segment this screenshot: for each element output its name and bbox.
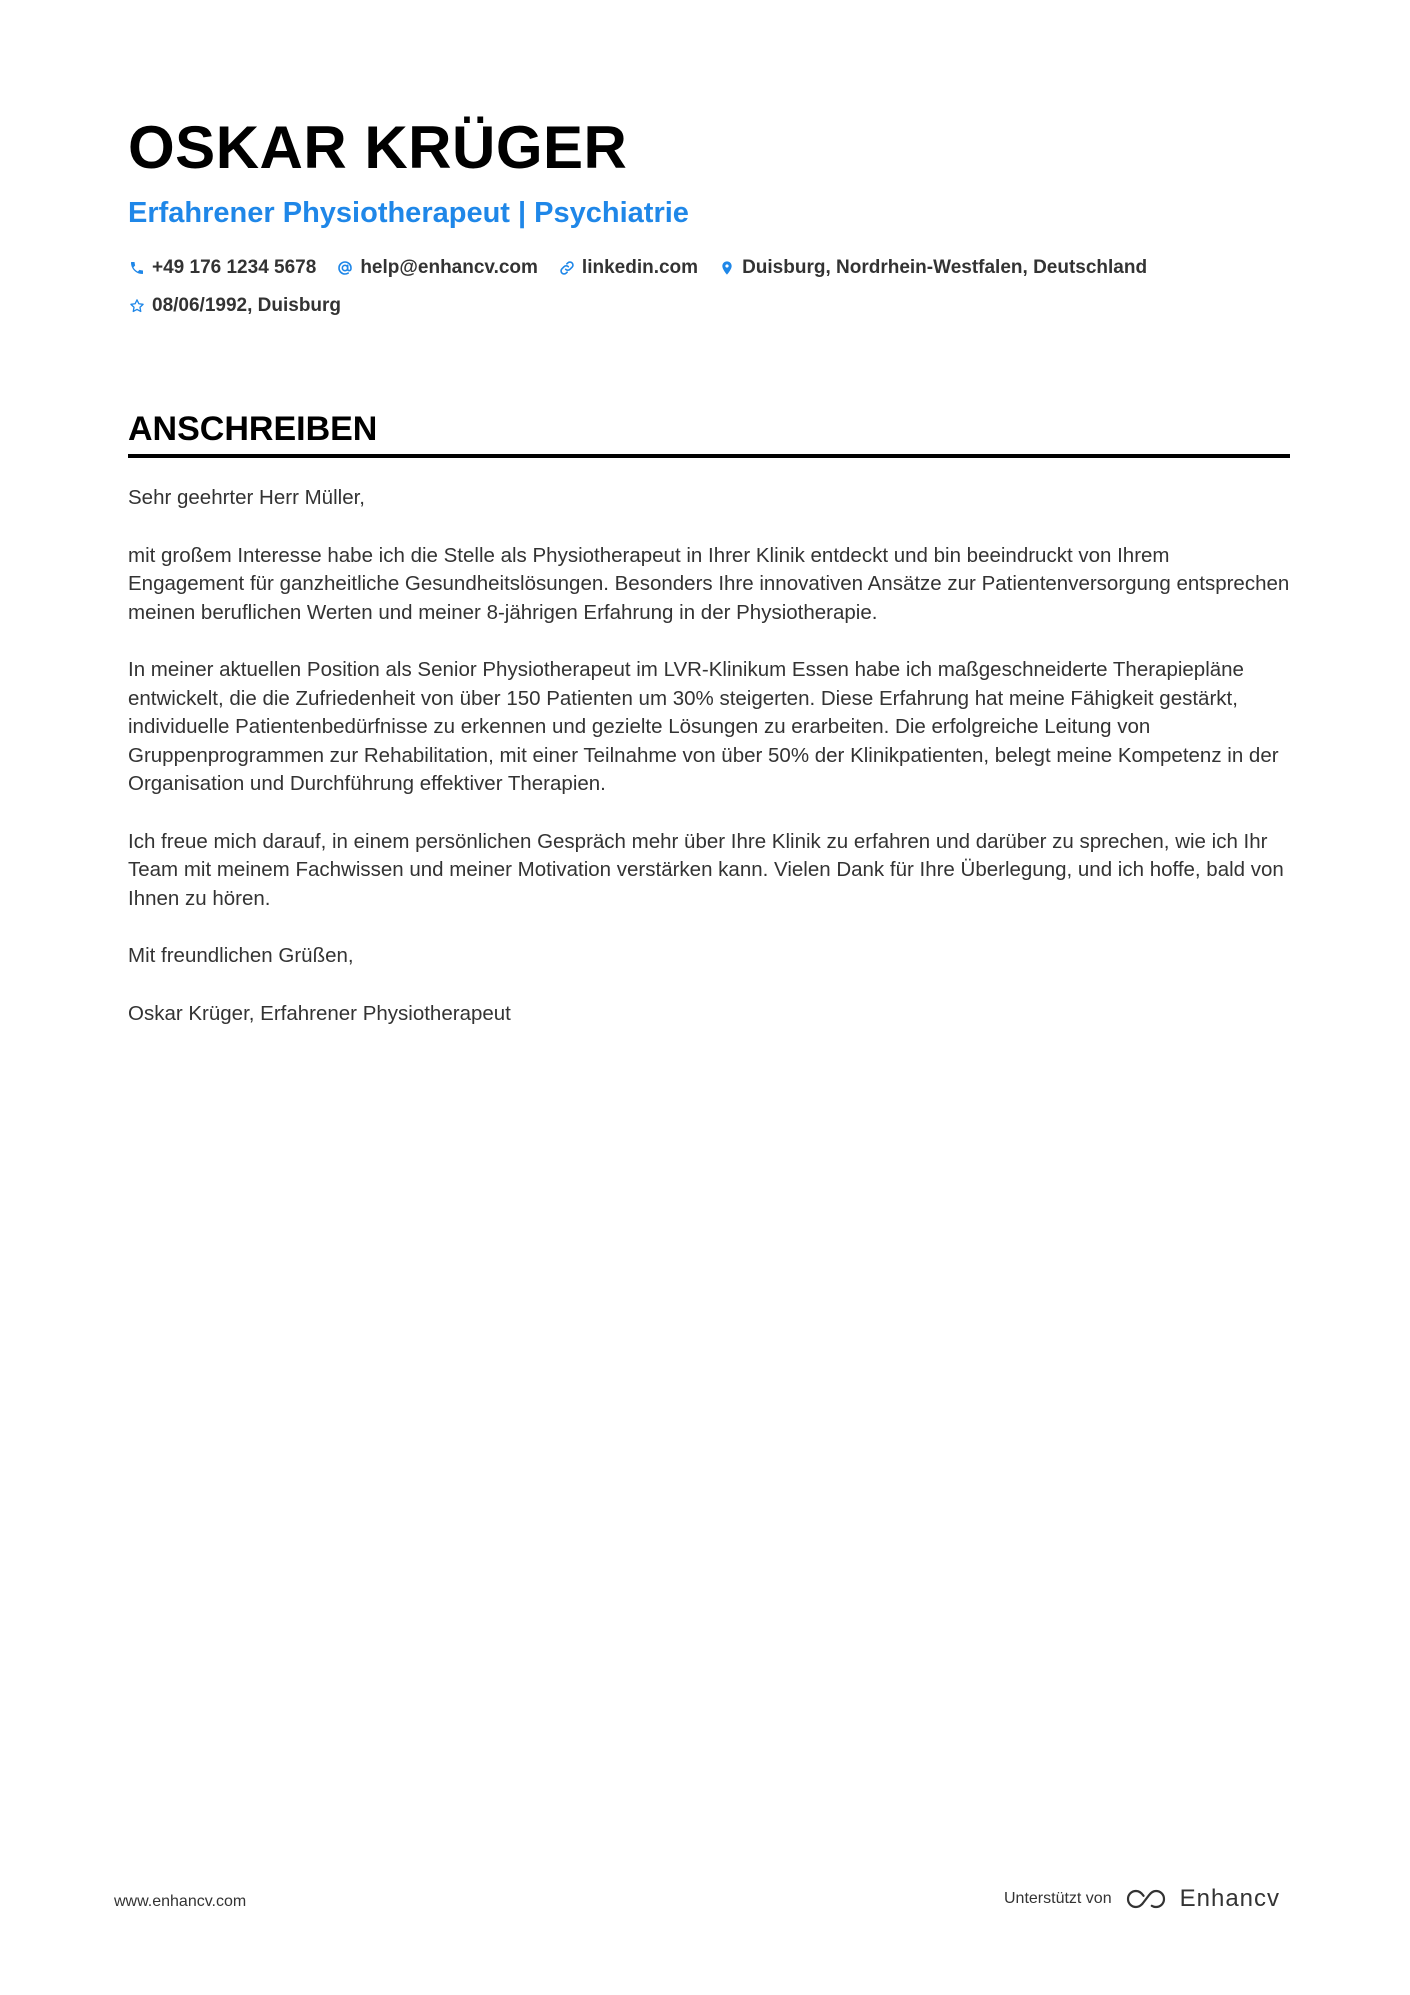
contact-linkedin[interactable] bbox=[558, 254, 698, 282]
birth-text: 08/06/1992, Duisburg bbox=[152, 295, 342, 316]
paragraph-1: mit großem Interesse habe ich die Stelle als Physiotherapeut in Ihrer Klinik entdeckt und bin beeindruckt von Ihrem Engagement für ganzheitliche Gesundheitslösungen. Besonders Ihre innovativen Ansätze zur Patientenversorgung entsprechen meinen beruflichen Werten und meiner 8-jährigen Erfahrung in der Physiotherapie. bbox=[128, 543, 1290, 624]
phone-icon bbox=[128, 259, 146, 277]
brand[interactable] bbox=[1124, 1885, 1280, 1913]
at-icon bbox=[336, 259, 354, 277]
applicant-name: OSKAR KRÜGER bbox=[128, 114, 628, 181]
star-icon bbox=[128, 297, 146, 315]
paragraph-2: In meiner aktuellen Position als Senior Physiotherapeut im LVR-Klinikum Essen habe ich maßgeschneiderte Therapiepläne entwickelt, die die Zufriedenheit von über 150 Patienten um 30% steigerten. Diese Erfahrung hat meine Fähigkeit gestärkt, individuelle Patientenbedürfnisse zu erkennen und gezielte Lösungen zu erarbeiten. Die erfolgreiche Leitung von Gruppenprogrammen zur Rehabilitation, mit einer Teilnahme von über 50% der Klinikpatienten, belegt meine Kompetenz in der Organisation und Durchführung effektiver Therapien. bbox=[128, 658, 1279, 795]
header bbox=[128, 112, 1288, 320]
phone-text: +49 176 1234 5678 bbox=[152, 257, 317, 278]
salutation: Sehr geehrter Herr Müller, bbox=[128, 486, 365, 509]
letter-body bbox=[128, 484, 1290, 1028]
location-pin-icon bbox=[718, 259, 736, 277]
footer-website[interactable]: www.enhancv.com bbox=[114, 1893, 247, 1910]
job-title: Erfahrener Physiotherapeut | Psychiatrie bbox=[128, 197, 689, 229]
section-divider bbox=[128, 454, 1290, 458]
contact-email[interactable] bbox=[336, 254, 538, 282]
location-text: Duisburg, Nordrhein-Westfalen, Deutschland bbox=[742, 257, 1148, 278]
linkedin-link[interactable]: linkedin.com bbox=[581, 257, 699, 278]
cover-letter-section bbox=[128, 408, 1290, 1057]
contact-list bbox=[128, 254, 1288, 320]
powered-by-text: Unterstützt von bbox=[1004, 1890, 1112, 1907]
footer-branding[interactable] bbox=[1004, 1885, 1280, 1913]
section-title: ANSCHREIBEN bbox=[128, 410, 378, 448]
contact-location bbox=[718, 254, 1147, 282]
signature: Oskar Krüger, Erfahrener Physiotherapeut bbox=[128, 1001, 511, 1025]
enhancv-logo-icon bbox=[1124, 1886, 1170, 1912]
contact-phone bbox=[128, 254, 316, 282]
contact-birth bbox=[128, 292, 1268, 320]
paragraph-3: Ich freue mich darauf, in einem persönlichen Gespräch mehr über Ihre Klinik zu erfahren und darüber zu sprechen, wie ich Ihr Team mit meinem Fachwissen und meiner Motivation verstärken kann. Vielen Dank für Ihre Überlegung, und ich hoffe, bald von Ihnen zu hören. bbox=[128, 829, 1284, 910]
link-icon bbox=[558, 259, 576, 277]
closing: Mit freundlichen Grüßen, bbox=[128, 944, 354, 967]
email-link[interactable]: help@enhancv.com bbox=[360, 257, 538, 278]
brand-name: Enhancv bbox=[1179, 1885, 1281, 1912]
